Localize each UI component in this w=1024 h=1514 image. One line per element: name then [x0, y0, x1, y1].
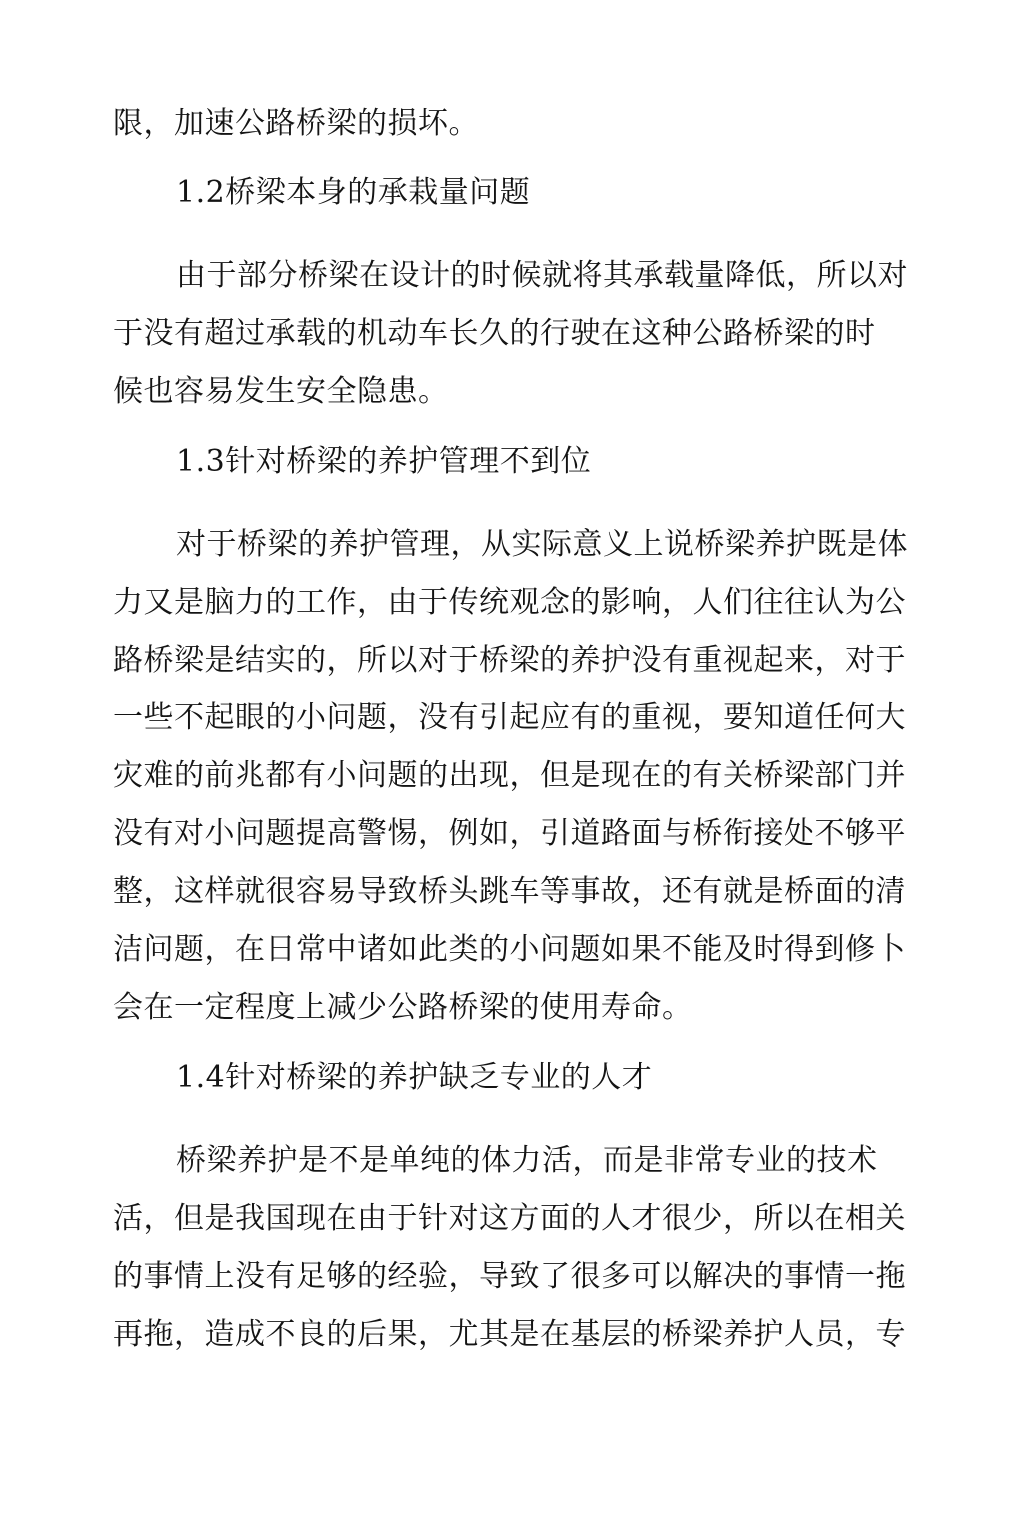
paragraph-line: 的事情上没有足够的经验，导致了很多可以解决的事情一拖 [113, 1259, 906, 1294]
paragraph-line: 力又是脑力的工作，由于传统观念的影响，人们往往认为公 [113, 585, 906, 620]
paragraph-line: 洁问题，在日常中诸如此类的小问题如果不能及时得到修卜 [113, 932, 906, 967]
paragraph-line: 活，但是我国现在由于针对这方面的人才很少，所以在相关 [113, 1201, 906, 1236]
paragraph-line: 路桥梁是结实的，所以对于桥梁的养护没有重视起来，对于 [113, 643, 906, 678]
paragraph-line: 于没有超过承载的机动车长久的行驶在这种公路桥梁的时 [113, 316, 876, 351]
paragraph-line: 整，这样就很容易导致桥头跳车等事故，还有就是桥面的清 [113, 874, 906, 909]
paragraph-line: 限，加速公路桥梁的损坏。 [113, 106, 479, 141]
paragraph-line: 再拖，造成不良的后果，尤其是在基层的桥梁养护人员，专 [113, 1317, 906, 1352]
section-heading-1-4: 1.4针对桥梁的养护缺乏专业的人才 [176, 1060, 653, 1095]
paragraph-line: 一些不起眼的小问题，没有引起应有的重视，要知道任何大 [113, 700, 906, 735]
paragraph-line: 桥梁养护是不是单纯的体力活，而是非常专业的技术 [176, 1143, 878, 1178]
paragraph-line: 灾难的前兆都有小问题的出现，但是现在的有关桥梁部门并 [113, 758, 906, 793]
paragraph-line: 候也容易发生安全隐患。 [113, 374, 449, 409]
paragraph-line: 没有对小问题提高警惕，例如，引道路面与桥衔接处不够平 [113, 816, 906, 851]
paragraph-line: 会在一定程度上减少公路桥梁的使用寿命。 [113, 990, 693, 1025]
section-heading-1-3: 1.3针对桥梁的养护管理不到位 [176, 444, 592, 479]
section-heading-1-2: 1.2桥梁本身的承栽量问题 [176, 175, 531, 210]
paragraph-line: 由于部分桥梁在设计的时候就将其承载量降低，所以对 [176, 258, 908, 293]
paragraph-line: 对于桥梁的养护管理，从实际意义上说桥梁养护既是体 [176, 527, 908, 562]
